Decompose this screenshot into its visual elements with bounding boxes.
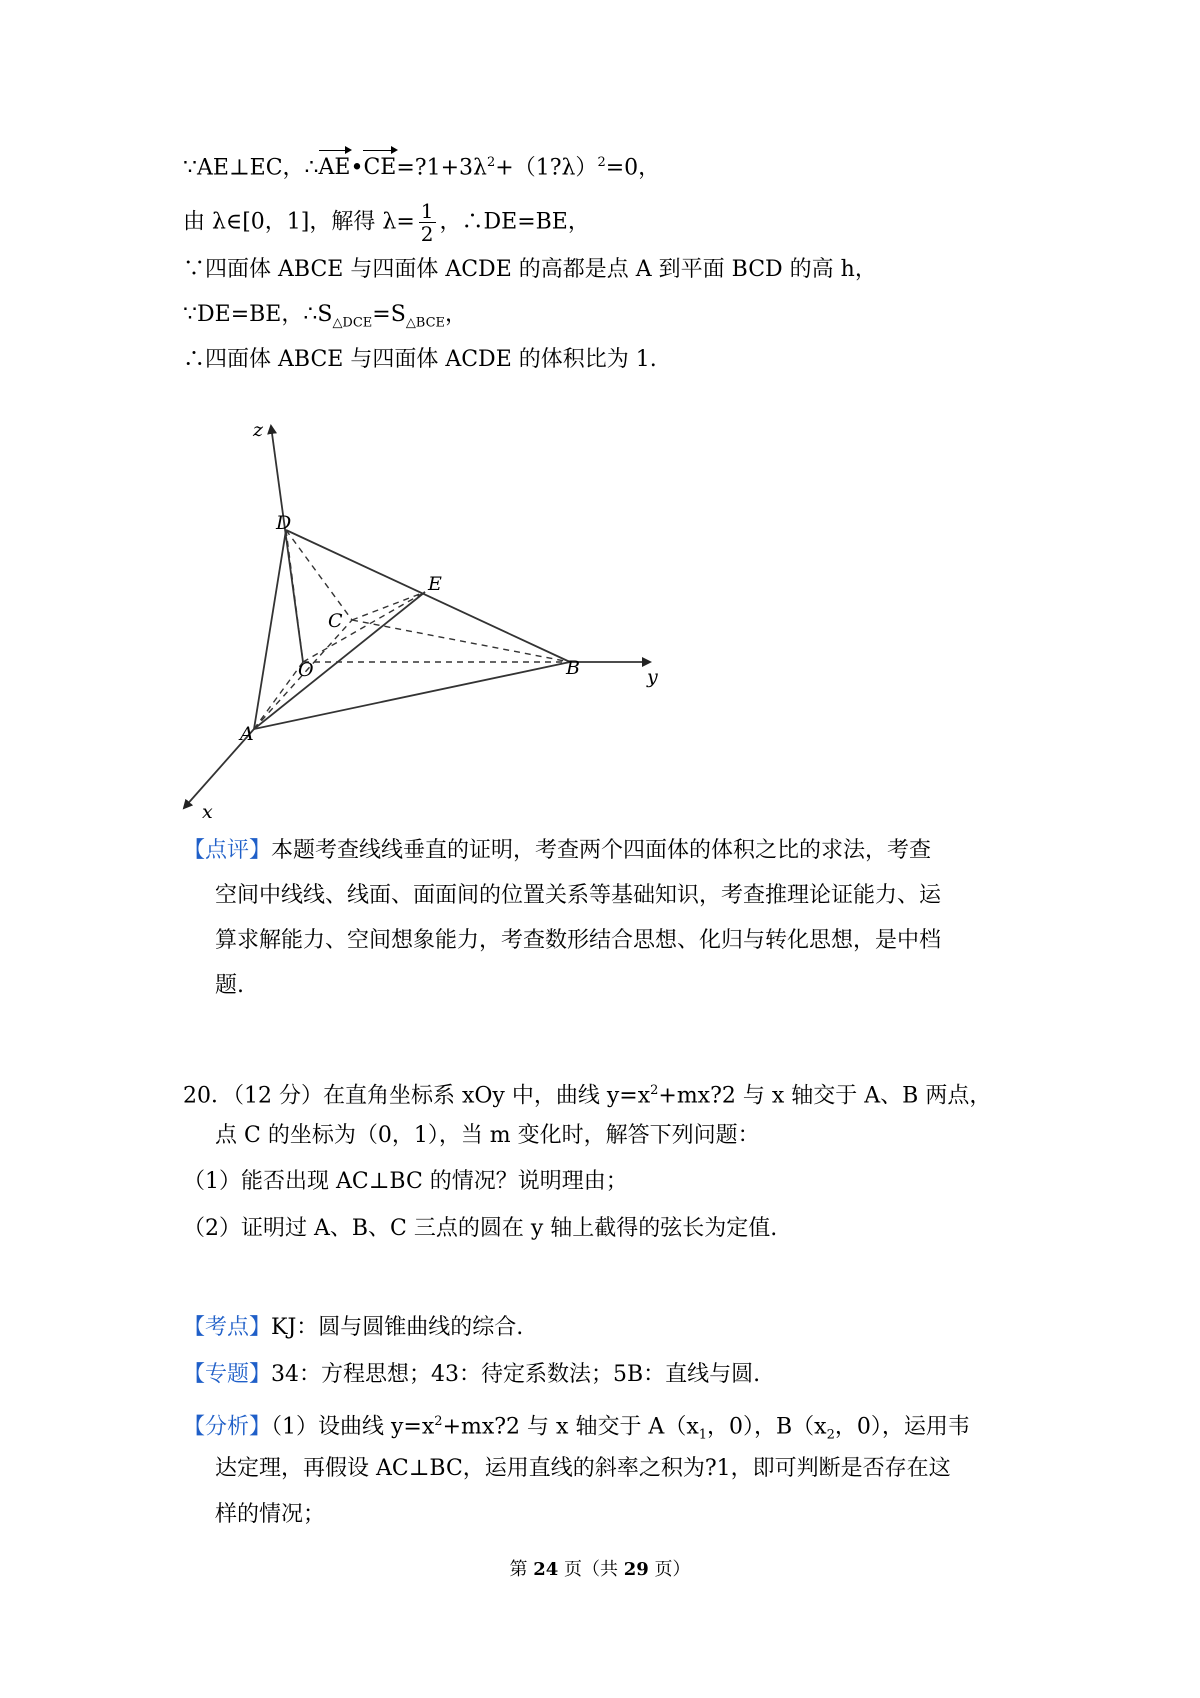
solution-line-3: ∵四面体 ABCE 与四面体 ACDE 的高都是点 A 到平面 BCD 的高 h， [183, 257, 877, 282]
label-c: C [328, 610, 343, 632]
comment-tag: 【点评】 [183, 838, 272, 863]
label-e: E [428, 573, 442, 595]
edge-dc [286, 530, 352, 620]
problem-line-1: 20．（12 分）在直角坐标系 xOy 中，曲线 $y=x^2+mx?2$ 与 x 轴交于 A、B 两点， [183, 1083, 992, 1109]
label-o: O [298, 659, 314, 681]
kaodian-tag: 【考点】 [183, 1315, 272, 1340]
label-y: y [647, 666, 658, 688]
fenxi-line-1: 【分析】（1）设曲线 $y=x^2+mx?2$ 与 x 轴交于 $A(x_1$，0），$B(x_2$，0），运用韦 [183, 1414, 970, 1443]
solution-line-5: ∴四面体 ABCE 与四面体 ACDE 的体积比为 1. [183, 347, 657, 372]
problem-question-1: （1）能否出现 AC⊥BC 的情况？说明理由； [183, 1169, 628, 1194]
comment-line-3: 算求解能力、空间想象能力，考查数形结合思想、化归与转化思想，是中档 [215, 928, 942, 953]
x-axis [184, 729, 254, 808]
solution-line-4: ∵DE=BE，$\therefore S_{\triangle DCE}=S_{\triangle BCE}$， [183, 302, 468, 331]
problem-line-2: 点 C 的坐标为（0，1），当 m 变化时，解答下列问题： [215, 1123, 760, 1148]
vector-ce: CE [363, 153, 396, 183]
total-page-number: 29 [623, 1559, 649, 1580]
comment-line-4: 题. [215, 973, 244, 998]
edge-cb [352, 620, 570, 662]
edge-ao [254, 662, 303, 729]
label-x: x [202, 801, 213, 823]
fenxi-line-2: 达定理，再假设 AC⊥BC，运用直线的斜率之积为?1，即可判断是否存在这 [215, 1456, 951, 1481]
edge-ab [254, 662, 570, 729]
zhuanti-tag: 【专题】 [183, 1362, 272, 1387]
z-axis [271, 426, 303, 662]
fenxi-tag: 【分析】 [183, 1414, 272, 1440]
label-d: D [276, 512, 292, 534]
problem-question-2: （2）证明过 A、B、C 三点的圆在 y 轴上截得的弦长为定值. [183, 1216, 778, 1241]
comment-line-2: 空间中线线、线面、面面间的位置关系等基础知识，考查推理论证能力、运 [215, 883, 942, 908]
edge-da [254, 530, 286, 729]
comment-line-1: 【点评】本题考查线线垂直的证明，考查两个四面体的体积之比的求法，考查 [183, 838, 932, 863]
edge-ce [352, 592, 425, 620]
kaodian-line: 【考点】KJ：圆与圆锥曲线的综合. [183, 1315, 524, 1340]
edge-ac [254, 620, 352, 729]
fraction-one-half: $\frac{1}{2}$ [420, 199, 434, 246]
label-a: A [240, 723, 254, 745]
zhuanti-line: 【专题】34：方程思想；43：待定系数法；5B：直线与圆. [183, 1362, 761, 1387]
edge-ae [254, 592, 425, 729]
solution-line-2: 由 λ∈[0，1]，解得 λ= $\frac{1}{2}$ ，∴DE=BE， [183, 199, 590, 246]
vector-ae: AE [319, 153, 351, 183]
label-z: z [253, 419, 264, 441]
fenxi-line-3: 样的情况； [215, 1502, 326, 1527]
edge-oe [303, 592, 425, 662]
page-footer: 第 24 页（共 29 页） [509, 1559, 691, 1580]
solution-line-1: ∵AE⊥EC，$\therefore AE•CE=?1+3\lambda^2+(1?\lambda)^2=0$， [183, 148, 660, 183]
edge-db [286, 530, 570, 662]
current-page-number: 24 [533, 1559, 559, 1580]
label-b: B [566, 657, 580, 679]
edge-do [286, 530, 303, 662]
